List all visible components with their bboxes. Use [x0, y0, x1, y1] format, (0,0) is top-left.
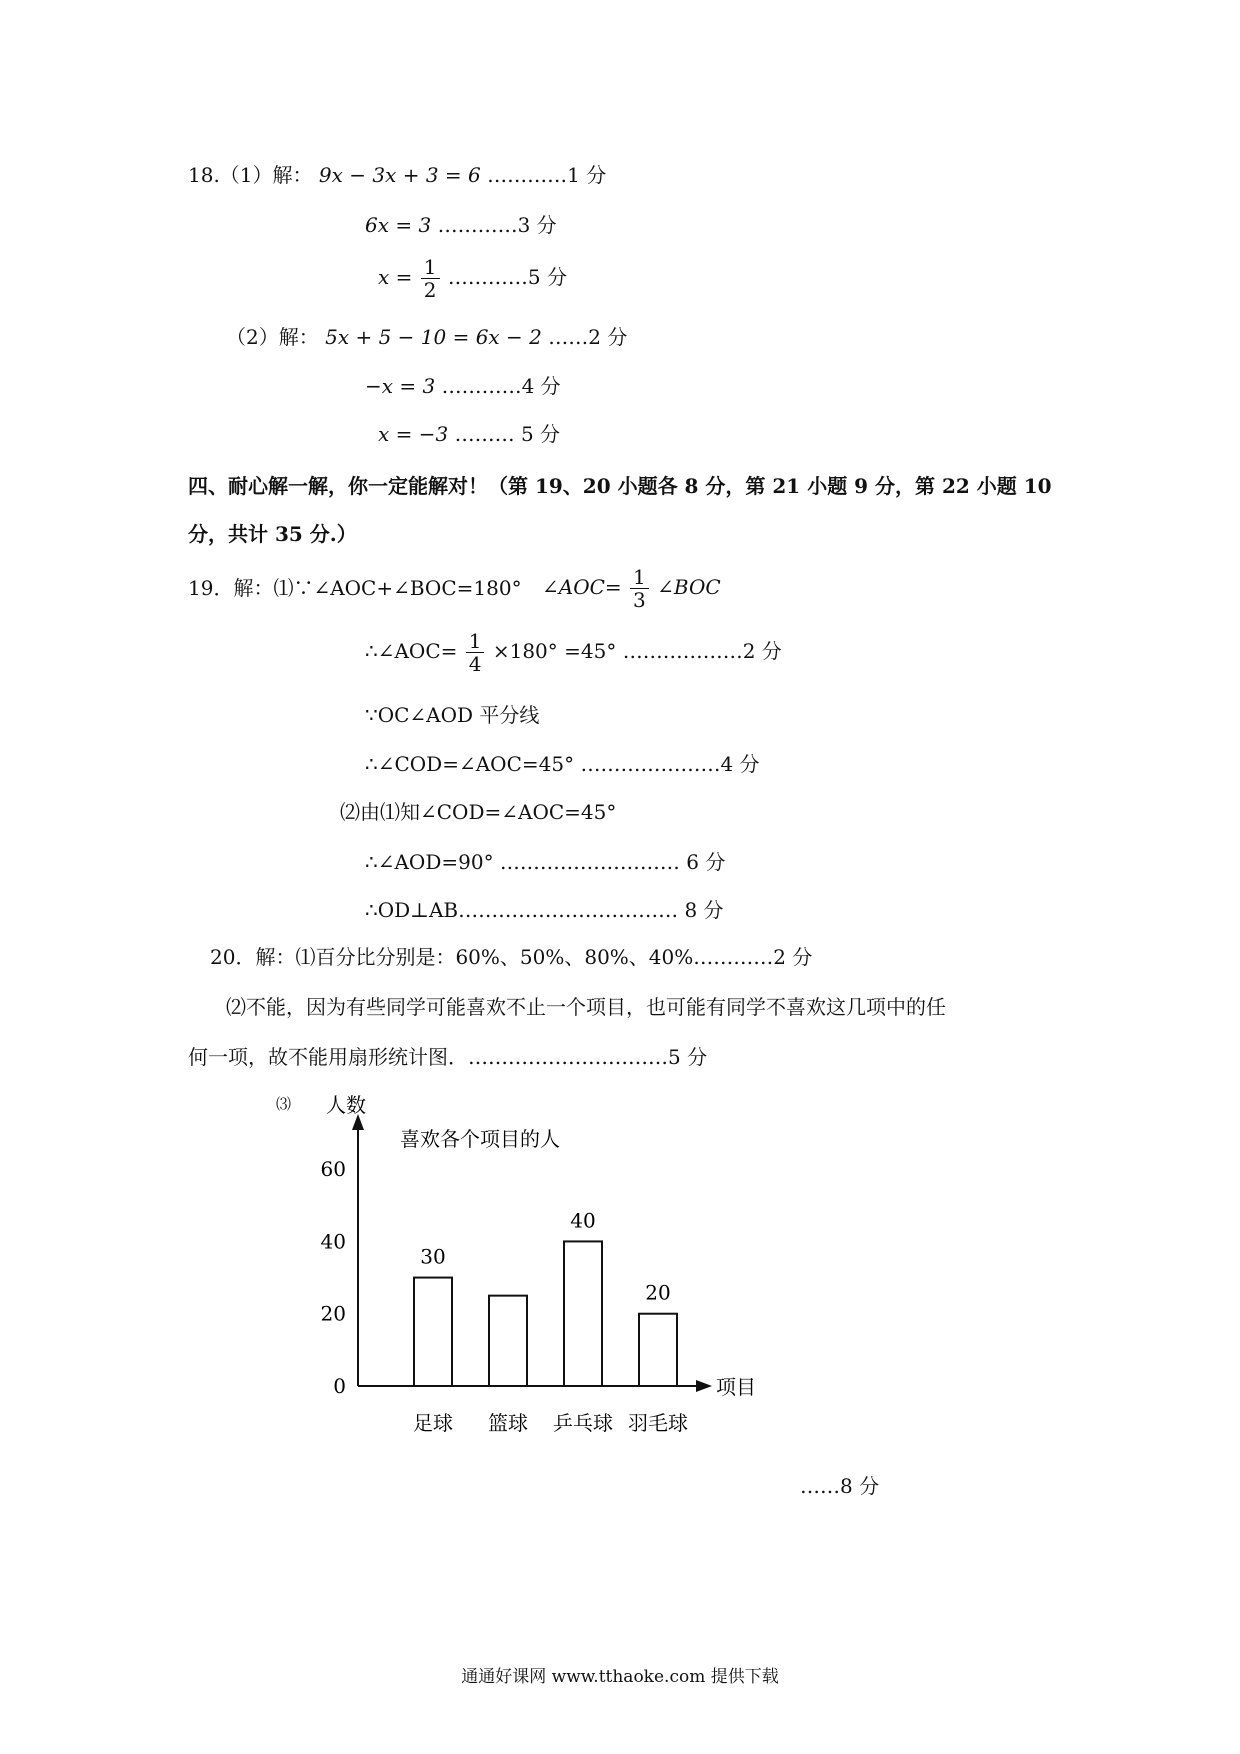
q19-line1-right-a: ∠AOC=	[542, 575, 622, 599]
q19-line5: ⑵由⑴知∠COD=∠AOC=45°	[340, 800, 617, 824]
chart-title: 喜欢各个项目的人	[400, 1127, 560, 1151]
q20-part3-marker: ⑶	[276, 1095, 292, 1113]
q18-part2-equation2: −x = 3	[365, 374, 436, 398]
q19-line7: ∴OD⊥AB…………………………… 8 分	[365, 898, 724, 922]
q19-line4: ∴∠COD=∠AOC=45° …………………4 分	[365, 752, 760, 776]
bar	[639, 1314, 677, 1386]
q20-line2: ⑵不能，因为有些同学可能喜欢不止一个项目，也可能有同学不喜欢这几项中的任	[226, 995, 946, 1019]
x-axis-label: 项目	[716, 1375, 756, 1399]
x-tick-label: 足球	[413, 1411, 453, 1435]
q18-part2-score3: ……… 5 分	[454, 422, 561, 446]
bar-value-label: 30	[420, 1244, 446, 1269]
q19-line2-b: ×180° =45° ………………2 分	[492, 639, 782, 663]
x-tick-label: 羽毛球	[628, 1411, 688, 1435]
q20-final-score: ……8 分	[800, 1474, 880, 1498]
y-axis-label: 人数	[326, 1093, 366, 1117]
y-tick-label: 0	[333, 1374, 346, 1398]
bar	[489, 1296, 527, 1386]
fraction-numerator: 1	[421, 256, 440, 279]
y-tick-label: 20	[320, 1301, 346, 1326]
fraction-denominator: 3	[633, 588, 646, 612]
q18-part1-score2: …………3 分	[437, 213, 557, 237]
q19-line1-right-b: ∠BOC	[657, 575, 721, 599]
x-tick-label: 篮球	[488, 1411, 528, 1435]
q18-part2-equation3: x = −3	[378, 422, 449, 446]
bar	[564, 1241, 602, 1386]
q18-part2-score2: …………4 分	[441, 374, 561, 398]
q19-line6: ∴∠AOD=90° ……………………… 6 分	[365, 850, 726, 874]
y-tick-label: 60	[320, 1157, 346, 1182]
q19-line2-a: ∴∠AOC=	[365, 639, 458, 663]
fraction-numerator: 1	[466, 630, 485, 653]
q18-part2-score1: ……2 分	[548, 325, 628, 349]
fraction-denominator: 4	[468, 652, 482, 676]
q18-part1-score3: …………5 分	[447, 265, 567, 289]
bar-value-label: 40	[570, 1208, 596, 1233]
q18-part1-equation2: 6x = 3	[365, 213, 432, 237]
q20-line1: 20．解：⑴百分比分别是：60%、50%、80%、40%…………2 分	[210, 945, 813, 969]
q20-line3: 何一项，故不能用扇形统计图．…………………………5 分	[188, 1045, 708, 1069]
x-axis-arrowhead	[696, 1380, 712, 1392]
fraction-numerator: 1	[630, 566, 649, 589]
section4-heading-line2: 分，共计 35 分.）	[188, 522, 357, 546]
q19-line1-left: 19．解：⑴∵∠AOC+∠BOC=180°	[188, 576, 522, 600]
footer-text: 通通好课网 www.tthaoke.com 提供下载	[461, 1667, 779, 1687]
fraction-denominator: 2	[423, 278, 437, 302]
q19-line3: ∵OC∠AOD 平分线	[365, 703, 540, 727]
q18-part1-prefix: 18.（1）解：	[188, 163, 313, 187]
bar-value-label: 20	[645, 1280, 671, 1305]
q18-part1-equation3-left: x =	[378, 265, 413, 289]
q18-part1-equation1: 9x − 3x + 3 = 6	[318, 163, 481, 187]
x-tick-label: 乒乓球	[553, 1411, 613, 1435]
bar	[414, 1278, 452, 1386]
y-tick-label: 40	[320, 1229, 346, 1254]
q18-part1-score1: …………1 分	[487, 163, 607, 187]
section4-heading-line1: 四、耐心解一解，你一定能解对！（第 19、20 小题各 8 分，第 21 小题 9 分，第 22 小题 10	[188, 474, 1052, 498]
q18-part2-prefix: （2）解：	[226, 325, 319, 349]
q18-part2-equation1: 5x + 5 − 10 = 6x − 2	[325, 325, 542, 349]
